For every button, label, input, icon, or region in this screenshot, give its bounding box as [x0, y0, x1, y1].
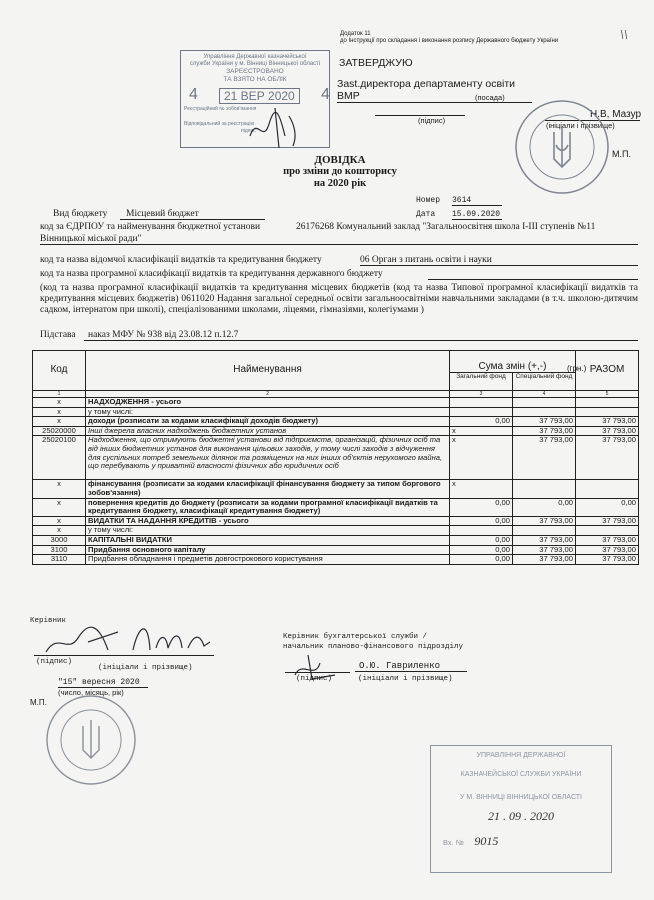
col-special-header: Спеціальний фонд: [513, 373, 576, 391]
cell-name: Інші джерела власних надходжень бюджетних установ: [86, 426, 450, 436]
col-sum-header: Сума змін (+,-): [450, 351, 576, 373]
stamp-reg-line3: ЗАРЕЄСТРОВАНО: [226, 68, 284, 75]
accountant-initials-caption: (ініціали і прізвище): [358, 675, 453, 683]
cell-code: 25020000: [33, 426, 86, 436]
treasury-line1: УПРАВЛІННЯ ДЕРЖАВНОЇ: [476, 752, 566, 759]
cell-total: 37 793,00: [576, 555, 639, 565]
cell-name: КАПІТАЛЬНІ ВИДАТКИ: [86, 535, 450, 545]
cell-total: 37 793,00: [576, 417, 639, 427]
cell-general: 0,00: [450, 555, 513, 565]
cell-code: x: [33, 498, 86, 516]
colnum-4: 4: [513, 391, 576, 398]
approver-initials-caption: (ініціали і прізвище): [546, 121, 615, 130]
table-row: [33, 417, 639, 427]
cell-name: Придбання основного капіталу: [86, 545, 450, 555]
changes-table: [32, 350, 639, 565]
treasury-line3: У М. ВІННИЦІ ВІННИЦЬКОЇ ОБЛАСТІ: [460, 794, 582, 801]
cell-code: 3100: [33, 545, 86, 555]
treasury-in-value: 9015: [474, 834, 499, 848]
program-state-label: код та назва програмної класифікації видатків та кредитування державного бюджету: [40, 269, 383, 279]
cell-special: 0,00: [513, 498, 576, 516]
cell-total: 37 793,00: [576, 436, 639, 480]
budget-type-label: Вид бюджету: [53, 209, 108, 219]
table-row: [33, 498, 639, 516]
table-row: [33, 407, 639, 417]
cell-code: 3000: [33, 535, 86, 545]
stamp-date: 21 ВЕР 2020: [219, 88, 300, 104]
colnum-1: 1: [33, 391, 86, 398]
stamp-left-number: 4: [189, 86, 198, 103]
cell-general: x: [450, 480, 513, 498]
cell-name: ВИДАТКИ ТА НАДАННЯ КРЕДИТІВ - усього: [86, 516, 450, 526]
accountant-signature-caption: (підпис): [296, 675, 333, 683]
seal-bottom-icon: [36, 690, 146, 790]
program-local-label: (код та назва програмної класифікації видатків та кредитування місцевих бюджетів (код та назва Типової програмної класифікації видатків та кредитування місцевих бюджетів): [40, 283, 638, 304]
treasury-date: 21 . 09 . 2020: [488, 809, 554, 823]
cell-total: 37 793,00: [576, 426, 639, 436]
cell-name: Надходження, що отримують бюджетні установи від підприємств, організацій, фізичних осіб та від інших бюджетних установ для виконання цільових заходів, у тому числі заходів з відчуження для суспільних потреб земельних ділянок та розміщених на них інших об'єктів нерухомого майна, що перебувають у приватній власності фізичних або юридичних осіб: [86, 436, 450, 480]
colnum-3: 3: [450, 391, 513, 398]
stamp-reg-label: Реєстраційний № зобов'язання: [184, 106, 257, 112]
title-line1: ДОВІДКА: [314, 154, 366, 166]
cell-general: [450, 526, 513, 536]
cell-name: повернення кредитів до бюджету (розписати за кодами програмної класифікації видатків та кредитування бюджету, класифікації кредитування бюджету): [86, 498, 450, 516]
cell-name: у тому числі:: [86, 407, 450, 417]
head-initials-line: [104, 655, 214, 656]
title-line2: про зміни до кошторису: [283, 166, 397, 177]
treasury-in-label: Вх. №: [443, 838, 464, 847]
cell-code: x: [33, 516, 86, 526]
cell-total: 37 793,00: [576, 535, 639, 545]
cell-name: фінансування (розписати за кодами класифікації фінансування бюджету за типом боргового зобов'язання): [86, 480, 450, 498]
stamp-reg-line2: служби України у м. Вінниці Вінницької області: [189, 61, 321, 67]
table-row: [33, 545, 639, 555]
stamp-right-number: 4: [321, 86, 330, 103]
stamp-sign-label: підпис: [241, 128, 256, 134]
accountant-name: О.Ю. Гавриленко: [355, 661, 467, 672]
mp-top: М.П.: [612, 149, 631, 159]
approver-name: Н.В, Мазур: [590, 109, 642, 120]
stamp-signature: [245, 106, 305, 151]
document-title: [0, 154, 654, 190]
cell-total: 37 793,00: [576, 545, 639, 555]
cell-special: 37 793,00: [513, 436, 576, 480]
stamp-reg-line4: ТА ВЗЯТО НА ОБЛІК: [223, 76, 287, 83]
cell-code: 25020100: [33, 436, 86, 480]
col-name-header: Найменування: [86, 351, 450, 391]
accountant-sign-line: [285, 672, 350, 673]
cell-special: [513, 480, 576, 498]
mp-bottom: М.П.: [30, 698, 47, 707]
head-label: Керівник: [30, 617, 67, 625]
col-code-header: Код: [33, 351, 86, 391]
cell-code: x: [33, 398, 86, 408]
table-row: [33, 516, 639, 526]
head-signature-caption: (підпис): [36, 658, 73, 666]
cell-general: [450, 398, 513, 408]
accountant-label-2: начальник планово-фінансового підрозділу: [283, 643, 464, 651]
cell-total: [576, 526, 639, 536]
edrpou-label: код за ЄДРПОУ та найменування бюджетної установи: [40, 222, 261, 232]
number-label: Номер: [416, 196, 441, 205]
head-sign-line: [34, 655, 104, 656]
table-row: [33, 480, 639, 498]
cell-special: [513, 407, 576, 417]
cell-total: 37 793,00: [576, 516, 639, 526]
cell-code: x: [33, 480, 86, 498]
table-row: [33, 398, 639, 408]
cell-name: у тому числі:: [86, 526, 450, 536]
approve-position: Зast.директора департаменту освіти ВМР: [337, 78, 532, 103]
col-general-header: Загальний фонд: [450, 373, 513, 391]
position-caption: (посада): [475, 93, 505, 102]
cell-special: [513, 526, 576, 536]
col-total-header: РАЗОМ: [576, 351, 639, 391]
stamp-registered-by: Відповідальний за реєстрацію: [184, 121, 255, 127]
cell-total: [576, 398, 639, 408]
title-line3: на 2020 рік: [313, 178, 367, 189]
table-row: [33, 436, 639, 480]
cell-code: x: [33, 526, 86, 536]
table-row: [33, 526, 639, 536]
basis-value: наказ МФУ № 938 від 23.08.12 п.12.7: [84, 330, 638, 341]
program-local-block: [40, 283, 638, 316]
currency-note: (грн.): [567, 364, 587, 373]
cell-special: 37 793,00: [513, 555, 576, 565]
edrpou-value: 26176268 Комунальний заклад "Загальноосвітня школа І-ІІІ ступенів №11: [296, 222, 596, 232]
cell-special: 37 793,00: [513, 545, 576, 555]
cell-general: x: [450, 426, 513, 436]
cell-name: доходи (розписати за кодами класифікації доходів бюджету): [86, 417, 450, 427]
cell-general: 0,00: [450, 498, 513, 516]
cell-name: Придбання обладнання і предметів довгострокового користування: [86, 555, 450, 565]
stamp-reg-line1: Управління Державної казначейської: [203, 54, 307, 60]
cell-special: 37 793,00: [513, 426, 576, 436]
basis-label: Підстава: [40, 330, 76, 340]
cell-total: [576, 407, 639, 417]
accountant-label-1: Керівник бухгалтерської служби /: [283, 633, 428, 641]
dept-value: 06 Орган з питань освіти і науки: [360, 255, 638, 266]
cell-special: [513, 398, 576, 408]
cell-general: 0,00: [450, 545, 513, 555]
colnum-5: 5: [576, 391, 639, 398]
cell-special: 37 793,00: [513, 535, 576, 545]
table-row: [33, 535, 639, 545]
cell-general: [450, 407, 513, 417]
cell-general: 0,00: [450, 417, 513, 427]
program-local-value: 0611020 Надання загальної середньої освіти загальноосвітніми навчальними закладами (в т.ч. школою-дитячим садком, інтернатом при школі), спеціалізованими школами, ліцеями, гімназіями, колегіумами ): [40, 294, 638, 315]
cell-code: 3110: [33, 555, 86, 565]
cell-code: x: [33, 407, 86, 417]
cell-general: 0,00: [450, 535, 513, 545]
cell-general: x: [450, 436, 513, 480]
cell-total: [576, 480, 639, 498]
edrpou-value2: Вінницької міської ради": [40, 234, 638, 245]
cell-general: 0,00: [450, 516, 513, 526]
budget-type-value: Місцевий бюджет: [120, 209, 265, 220]
number-value: 3614: [452, 196, 502, 206]
cell-code: x: [33, 417, 86, 427]
appendix-note: [340, 31, 558, 45]
cell-total: 0,00: [576, 498, 639, 516]
cell-name: НАДХОДЖЕННЯ - усього: [86, 398, 450, 408]
treasury-stamp: [430, 745, 612, 873]
cell-special: 37 793,00: [513, 516, 576, 526]
date-value: 15.09.2020: [452, 210, 501, 219]
colnum-2: 2: [86, 391, 450, 398]
table-row: [33, 555, 639, 565]
cell-special: 37 793,00: [513, 417, 576, 427]
dept-label: код та назва відомчої класифікації видатків та кредитування бюджету: [40, 255, 322, 265]
program-state-value-line: [428, 269, 638, 280]
head-initials-caption: (ініціали і прізвище): [98, 664, 193, 672]
appendix-line1: Додаток 11: [340, 31, 371, 37]
treasury-line2: КАЗНАЧЕЙСЬКОЇ СЛУЖБИ УКРАЇНИ: [460, 771, 582, 778]
date-label: Дата: [416, 210, 436, 219]
head-date-value: "15" вересня 2020: [58, 678, 148, 688]
corner-mark: \\: [620, 28, 628, 43]
approve-label: ЗАТВЕРДЖУЮ: [339, 57, 413, 69]
head-date-caption: (число, місяць, рік): [58, 688, 124, 697]
appendix-line2: до Інструкції про складання і виконання розпису Державного бюджету України: [340, 38, 559, 44]
approver-signature-caption: (підпис): [418, 116, 446, 125]
table-row: [33, 426, 639, 436]
